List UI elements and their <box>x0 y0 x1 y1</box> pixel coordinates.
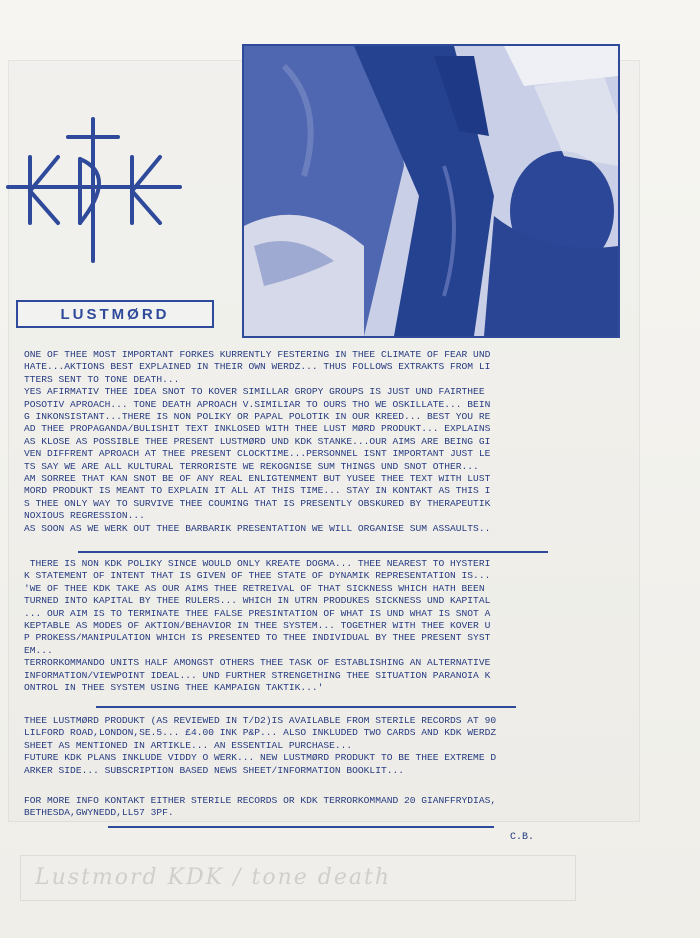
photo-collage <box>242 44 620 338</box>
text-line: THEE LUSTMØRD PRODUKT (AS REVIEWED IN T/D2)IS AVAILABLE FROM STERILE RECORDS AT 90 <box>24 715 497 726</box>
text-line: HATE...AKTIONS BEST EXPLAINED IN THEIR OWN WERDZ... THUS FOLLOWS EXTRAKTS FROM LI <box>24 361 491 373</box>
text-line: FUTURE KDK PLANS INKLUDE VIDDY O WERK... NEW LUSTMØRD PRODUKT TO BE THEE EXTREME D <box>24 752 497 764</box>
text-line: POSOTIV APROACH... TONE DEATH APROACH V.SIMILIAR TO OURS THO WE OSKILLATE... BEIN <box>24 398 491 410</box>
text-line: LILFORD ROAD,LONDON,SE.5... £4.00 INK P&P... ALSO INKLUDED TWO CARDS AND KDK WERDZ <box>24 727 497 739</box>
text-line: AM SORREE THAT KAN SNOT BE OF ANY REAL ENLIGTENMENT BUT YUSEE THEE TEXT WITH LUST <box>24 473 491 485</box>
text-line: TTERS SENT TO TONE DEATH... <box>24 373 180 385</box>
kdk-logo-graphic <box>6 115 182 265</box>
text-line: ONTROL IN THEE SYSTEM USING THEE KAMPAIGN TAKTIK...' <box>24 682 324 694</box>
divider-2 <box>96 706 516 708</box>
text-line: INFORMATION/VIEWPOINT IDEAL... UND FURTHER STRENGETHING THEE SITUATION PARANOIA K <box>24 669 491 681</box>
text-line: AD THEE PROPAGANDA/BULISHIT TEXT INKLOSED WITH THEE LUST MØRD PRODUKT... EXPLAINS <box>24 423 491 435</box>
lustmord-label: LUSTMØRD <box>60 305 170 323</box>
text-line: BETHESDA,GWYNEDD,LL57 3PF. <box>24 807 174 819</box>
text-line: TS SAY WE ARE ALL KULTURAL TERRORISTE WE REKOGNISE SUM THINGS UND SNOT OTHER... <box>24 460 479 472</box>
text-line: THERE IS NON KDK POLIKY SINCE WOULD ONLY KREATE DOGMA... THEE NEAREST TO HYSTERI <box>24 558 491 569</box>
text-line: TERRORKOMMANDO UNITS HALF AMONGST OTHERS THEE TASK OF ESTABLISHING AN ALTERNATIVE <box>24 657 491 669</box>
text-line: VEN DIFFRENT APROACH AT THEE PRESENT CLOCKTIME...PERSONNEL ISNT IMPORTANT JUST LE <box>24 448 491 460</box>
text-line: FOR MORE INFO KONTAKT EITHER STERILE RECORDS OR KDK TERRORKOMMAND 20 GIANFFRYDIAS, <box>24 795 497 806</box>
text-line: K STATEMENT OF INTENT THAT IS GIVEN OF THEE STATE OF DYNAMIK REPRESENTATION IS... <box>24 570 491 582</box>
paragraph-3 <box>24 715 564 777</box>
text-line: S THEE ONLY WAY TO SURVIVE THEE COUMING THAT IS PRESENTLY OBSKURED BY THERAPEUTIK <box>24 497 491 509</box>
paragraph-1 <box>24 349 564 535</box>
text-line: P PROKESS/MANIPULATION WHICH IS PRESENTED TO THEE INDIVIDUAL BY THEE PRESENT SYST <box>24 632 491 644</box>
text-line: ARKER SIDE... SUBSCRIPTION BASED NEWS SHEET/INFORMATION BOOKLIT... <box>24 764 404 776</box>
divider-3 <box>108 826 494 828</box>
photo-image <box>244 46 618 336</box>
divider-1 <box>78 551 548 553</box>
paragraph-2 <box>24 558 564 694</box>
text-line: ONE OF THEE MOST IMPORTANT FORKES KURRENTLY FESTERING IN THEE CLIMATE OF FEAR UND <box>24 349 491 360</box>
text-line: ... OUR AIM IS TO TERMINATE THEE FALSE PRESINTATION OF WHAT IS UND WHAT IS SNOT A <box>24 607 491 619</box>
text-line: G INKONSISTANT...THERE IS NON POLIKY OR PAPAL POLOTIK IN OUR KREED... BEST YOU RE <box>24 411 491 423</box>
author-initials: C.B. <box>510 832 535 843</box>
text-line: AS KLOSE AS POSSIBLE THEE PRESENT LUSTMØRD UND KDK STANKE...OUR AIMS ARE BEING GI <box>24 435 491 447</box>
text-line: NOXIOUS REGRESSION... <box>24 510 145 522</box>
kdk-logo <box>6 115 182 265</box>
text-line: TURNED INTO KAPITAL BY THEE RULERS... WHICH IN UTRN PRODUKES SICKNESS UND KAPITAL <box>24 595 491 607</box>
text-line: YES AFIRMATIV THEE IDEA SNOT TO KOVER SIMILLAR GROPY GROUPS IS JUST UND FAIRTHEE <box>24 386 485 398</box>
text-line: EM... <box>24 644 53 656</box>
show-through-bottom: Lustmord KDK / tone death <box>20 855 576 901</box>
lustmord-label-box <box>16 300 214 328</box>
text-line: SHEET AS MENTIONED IN ARTIKLE... AN ESSENTIAL PURCHASE... <box>24 739 353 751</box>
text-line: 'WE OF THEE KDK TAKE AS OUR AIMS THEE RETREIVAL OF THAT SICKNESS WHICH HATH BEEN <box>24 582 485 594</box>
text-line: AS SOON AS WE WERK OUT THEE BARBARIK PRESENTATION WE WILL ORGANISE SUM ASSAULTS.. <box>24 522 491 534</box>
text-line: KEPTABLE AS MODES OF AKTION/BEHAVIOR IN THEE SYSTEM... TOGETHER WITH THEE KOVER U <box>24 620 491 632</box>
paragraph-4 <box>24 795 564 820</box>
text-line: MORD PRODUKT IS MEANT TO EXPLAIN IT ALL AT THIS TIME... STAY IN KONTAKT AS THIS I <box>24 485 491 497</box>
